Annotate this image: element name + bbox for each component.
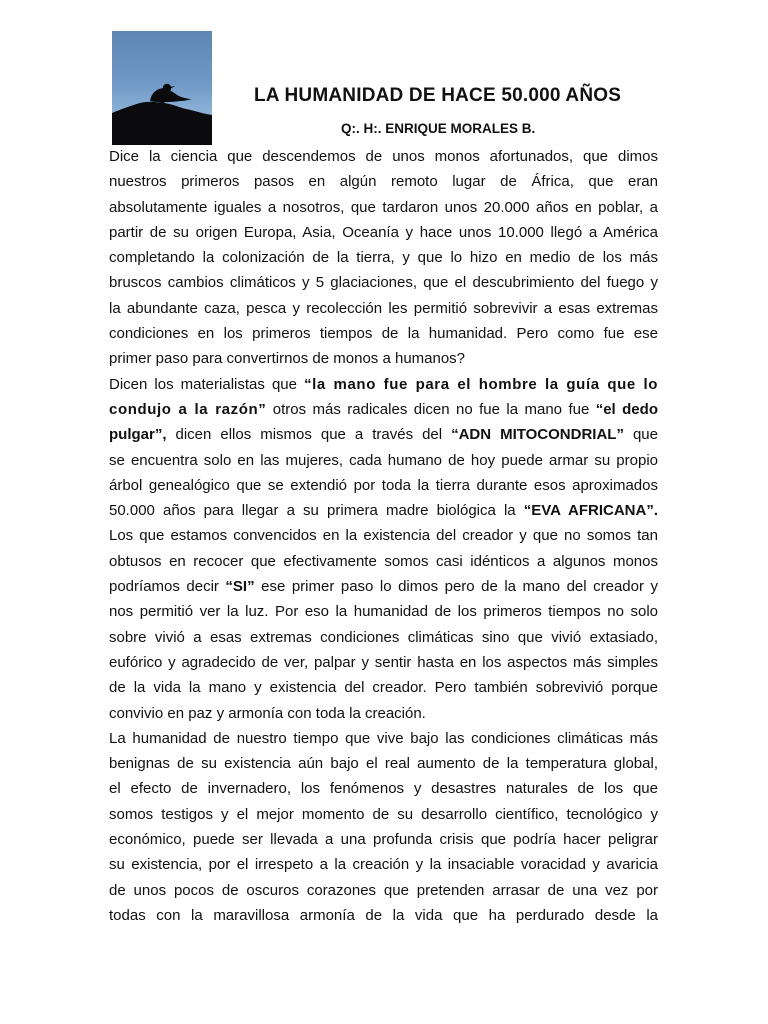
body-line <box>109 144 658 169</box>
body-line <box>109 422 658 447</box>
body-line <box>109 397 658 422</box>
body-line <box>109 549 658 574</box>
body-text: todas con la maravillosa armonía de la vida que ha perdurado desde la <box>109 906 658 924</box>
body-text: de la vida la mano y existencia del creador. Pero también sobrevivió porque <box>109 679 658 697</box>
body-line <box>109 372 658 397</box>
body-text: su existencia, por el irrespeto a la creación y la insaciable voracidad y avaricia <box>109 856 658 874</box>
body-line <box>109 245 658 270</box>
body-text: completando la colonización de la tierra, y que lo hizo en medio de los más <box>109 249 658 267</box>
body-text: dicen ellos mismos que a través del <box>166 426 452 444</box>
body-text: Dice la ciencia que descendemos de unos monos afortunados, que dimos <box>109 148 658 165</box>
body-text: la abundante caza, pesca y recolección les permitió sobrevivir a esas extremas <box>109 299 658 317</box>
body-line <box>109 195 658 220</box>
body-text: que <box>623 426 658 444</box>
emphasis-text: “la mano fue para el hombre la guía que lo <box>304 375 659 393</box>
author-line: Q:. H:. ENRIQUE MORALES B. <box>341 121 536 136</box>
body-text: ese primer paso lo dimos pero de la mano del creador y <box>254 578 658 596</box>
body-text: eufórico y agradecido de ver, palpar y sentir hasta en los aspectos más simples <box>109 653 658 671</box>
body-line <box>109 751 658 776</box>
body-line <box>109 852 658 877</box>
body-line <box>109 498 658 523</box>
body-text: condiciones en los primeros tiempos de la humanidad. Pero como fue ese <box>109 325 658 343</box>
body-line <box>109 650 658 675</box>
body-line <box>109 473 658 498</box>
body-line <box>109 346 658 371</box>
body-line <box>109 574 658 599</box>
body-text: convivio en paz y armonía con toda la creación. <box>109 704 426 722</box>
body-text: Dicen los materialistas que <box>109 375 305 393</box>
body-text: nuestros primeros pasos en algún remoto lugar de África, que eran <box>109 173 658 191</box>
body-line <box>109 599 658 624</box>
emphasis-text: condujo a la razón” <box>109 400 267 418</box>
body-line <box>109 675 658 700</box>
body-text: benignas de su existencia aún bajo el real aumento de la temperatura global, <box>109 755 658 773</box>
body-line <box>109 827 658 852</box>
body-line <box>109 878 658 903</box>
body-line <box>109 625 658 650</box>
body-text: se encuentra solo en las mujeres, cada humano de hoy puede armar su propio <box>109 451 658 469</box>
emphasis-text: “EVA AFRICANA”. <box>523 502 658 520</box>
body-line <box>109 701 658 726</box>
body-line <box>109 726 658 751</box>
article-body <box>109 144 658 928</box>
body-line <box>109 169 658 194</box>
body-line <box>109 321 658 346</box>
emphasis-text: pulgar”, <box>109 426 167 444</box>
body-text: La humanidad de nuestro tiempo que vive bajo las condiciones climáticas más <box>109 729 658 747</box>
body-line <box>109 296 658 321</box>
body-text: obtusos en recocer que efectivamente somos casi idénticos a algunos monos <box>109 552 658 570</box>
body-text: sobre vivió a esas extremas condiciones climáticas sino que vivió extasiado, <box>109 628 658 646</box>
body-line <box>109 802 658 827</box>
body-text: partir de su origen Europa, Asia, Oceanía y hace unos 10.000 llegó a América <box>109 223 658 241</box>
bird-photo <box>112 31 212 145</box>
body-text: primer paso para convertirnos de monos a humanos? <box>109 350 466 368</box>
body-line <box>109 448 658 473</box>
emphasis-text: “ADN MITOCONDRIAL” <box>451 426 624 444</box>
body-line <box>109 776 658 801</box>
body-text: de unos pocos de oscuros corazones que pretenden arrasar de una vez por <box>109 881 658 899</box>
body-text: 50.000 años para llegar a su primera madre biológica la <box>109 502 524 520</box>
emphasis-text: “el dedo <box>595 400 658 418</box>
body-text: económico, puede ser llevada a una profunda crisis que podría hacer peligrar <box>109 831 658 849</box>
body-text: otros más radicales dicen no fue la mano fue <box>266 400 596 418</box>
body-line <box>109 220 658 245</box>
body-text: bruscos cambios climáticos y 5 glaciaciones, que el descubrimiento del fuego y <box>109 274 658 292</box>
body-text: el efecto de invernadero, los fenómenos y desastres naturales de los que <box>109 780 658 798</box>
bird-silhouette-icon <box>112 31 212 145</box>
body-line <box>109 523 658 548</box>
body-text: somos testigos y el mejor momento de su desarrollo científico, tecnológico y <box>109 805 658 823</box>
body-text: absolutamente iguales a nosotros, que tardaron unos 20.000 años en poblar, a <box>109 198 658 216</box>
body-text: nos permitió ver la luz. Por eso la humanidad de los primeros tiempos no solo <box>109 603 658 621</box>
document-title: LA HUMANIDAD DE HACE 50.000 AÑOS <box>254 85 622 106</box>
emphasis-text: “SI” <box>225 578 255 596</box>
body-text: Los que estamos convencidos en la existencia del creador y que no somos tan <box>109 527 658 545</box>
body-text: podríamos decir <box>109 578 226 596</box>
body-text: árbol genealógico que se extendió por toda la tierra durante esos aproximados <box>109 476 658 494</box>
body-line <box>109 903 658 928</box>
body-line <box>109 270 658 295</box>
